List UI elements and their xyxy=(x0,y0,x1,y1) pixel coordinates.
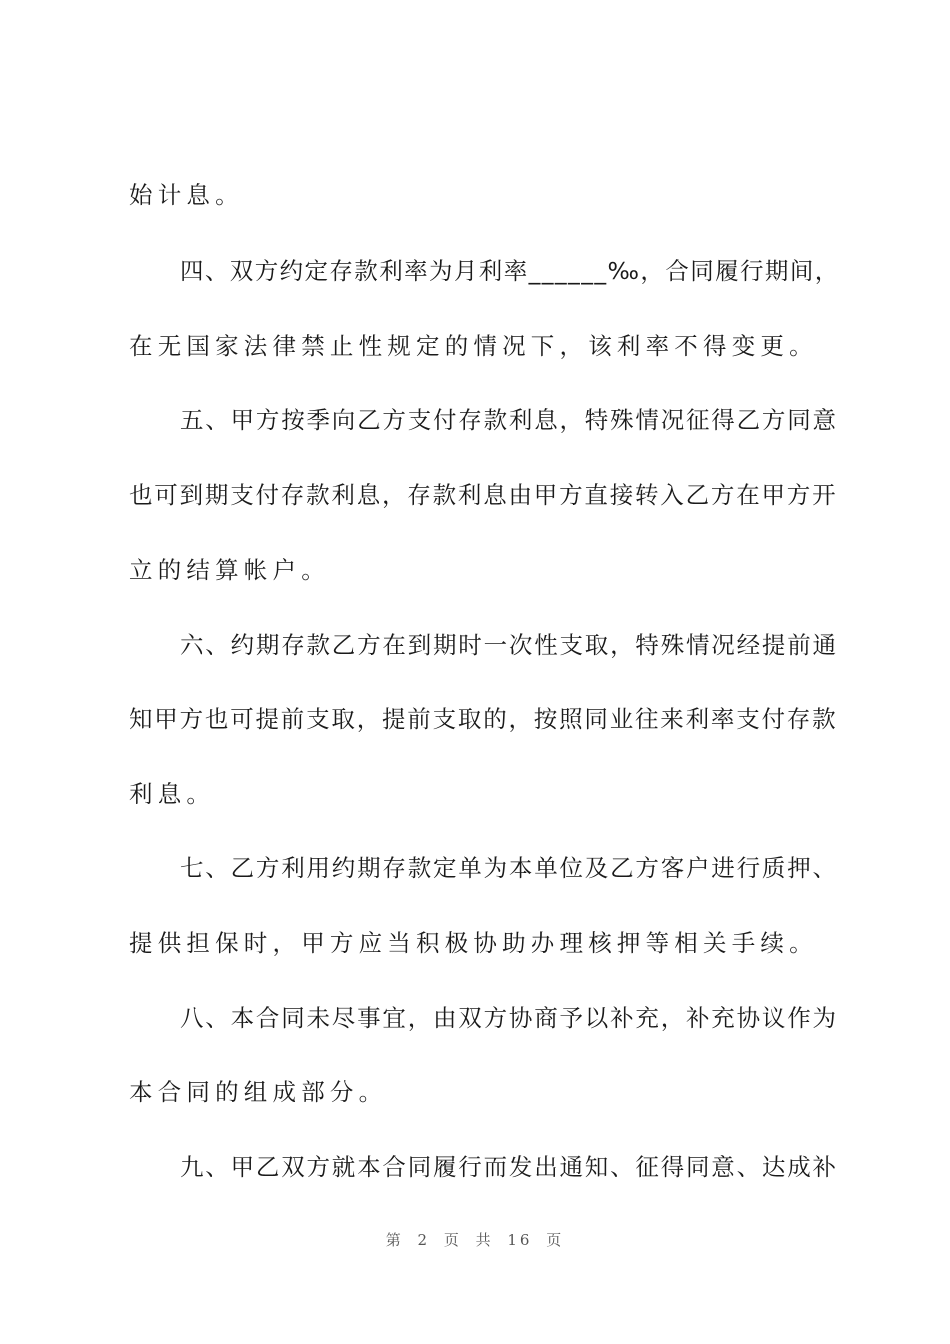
text-line: 始计息。 xyxy=(129,181,244,209)
text-line: 提供担保时，甲方应当积极协助办理核押等相关手续。 xyxy=(129,929,818,957)
text-line: 四、双方约定存款利率为月利率______‰，合同履行期间， xyxy=(180,257,840,285)
page-number-footer: 第 2 页 共 16 页 xyxy=(385,1231,565,1249)
text-line: 五、甲方按季向乙方支付存款利息，特殊情况征得乙方同意 xyxy=(180,406,838,434)
text-line: 立的结算帐户。 xyxy=(129,556,330,584)
text-line: 利息。 xyxy=(129,780,216,808)
text-line: 本合同的组成部分。 xyxy=(129,1078,388,1106)
text-line: 六、约期存款乙方在到期时一次性支取，特殊情况经提前通 xyxy=(180,631,838,659)
text-line: 知甲方也可提前支取，提前支取的，按照同业往来利率支付存款 xyxy=(129,705,838,733)
text-line: 七、乙方利用约期存款定单为本单位及乙方客户进行质押、 xyxy=(180,854,838,882)
text-line: 也可到期支付存款利息，存款利息由甲方直接转入乙方在甲方开 xyxy=(129,481,838,509)
text-line: 在无国家法律禁止性规定的情况下，该利率不得变更。 xyxy=(129,332,818,360)
text-line: 九、甲乙双方就本合同履行而发出通知、征得同意、达成补 xyxy=(180,1153,838,1181)
text-line: 八、本合同未尽事宜，由双方协商予以补充，补充协议作为 xyxy=(180,1004,838,1032)
